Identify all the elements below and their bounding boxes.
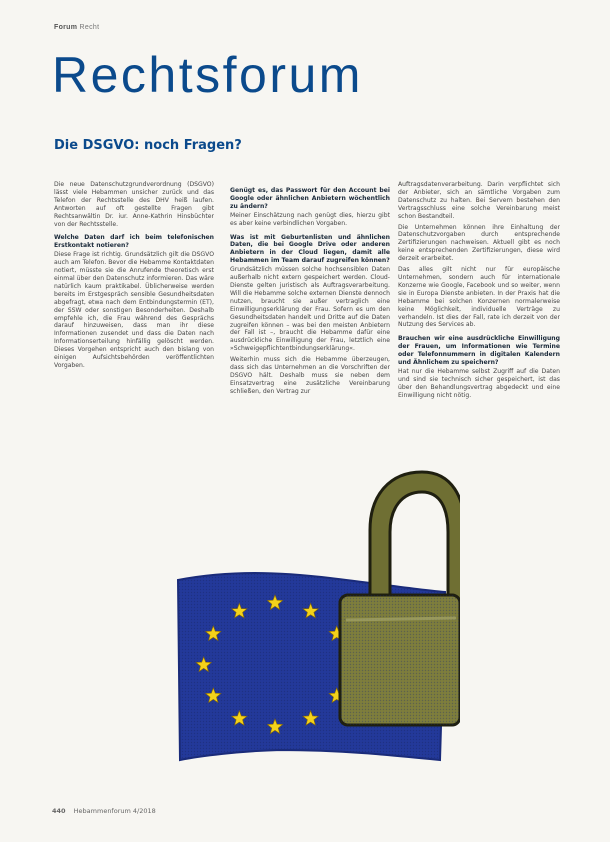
question-heading: Was ist mit Geburtenlisten und ähnlichen Daten, die bei Google Drive oder anderen Anbietern in der Cloud liegen, damit alle Hebammen im Team darauf zugreifen können? [230, 233, 390, 265]
body-paragraph: Grundsätzlich müssen solche hochsensiblen Daten außerhalb nicht extern gespeichert werden. Cloud-Dienste gelten juristisch als Auftragsverarbeitung. Will die Hebamme solche externen Dienste dennoch nutzen, braucht sie außer vertraglich eine Einwilligungserklärung der Frau. Sofern es um den Gesundheitsdaten handelt und Dritte auf die Daten zugreifen können – was bei den meisten Anbietern der Fall ist –, braucht die Hebamme dafür eine ausdrückliche Einwilligung der Frau, letztlich eine »Schweigepflichtentbindungserklärung«. [230, 266, 390, 353]
section-kicker [54, 24, 99, 31]
body-paragraph: Meiner Einschätzung nach genügt dies, hierzu gibt es aber keine verbindlichen Vorgaben. [230, 211, 390, 227]
page-footer [52, 807, 156, 815]
text-column-2 [230, 181, 390, 399]
body-paragraph: Auftragsdatenverarbeitung. Darin verpflichtet sich der Anbieter, sich an sämtliche Vorgaben zum Datenschutz zu halten. Bei Servern bestehen den Vertragsschluss eine solche Vereinbarung meist schon Bestandteil. [398, 181, 560, 220]
question-heading: Welche Daten darf ich beim telefonischen Erstkontakt notieren? [54, 234, 214, 250]
article-subtitle: Die DSGVO: noch Fragen? [54, 138, 242, 153]
text-column-3 [398, 181, 560, 403]
body-paragraph: Die neue Datenschutzgrundverordnung (DSGVO) lässt viele Hebammen unsicher zurück und das Telefon der Rechtsstelle des DHV heiß laufen. Antworten auf oft gestellte Fragen gibt Rechtsanwältin Dr. iur. Anne-Kathrin Hinsbüchter von der Rechtsstelle. [54, 181, 214, 228]
question-heading: Brauchen wir eine ausdrückliche Einwilligung der Frauen, um Informationen wie Termine oder Telefonnummern in digitalen Kalendern und Ähnlichem zu speichern? [398, 335, 560, 367]
body-paragraph: Hat nur die Hebamme selbst Zugriff auf die Daten und sind sie technisch sicher gespeichert, ist das über den Behandlungsvertrag abgedeckt und eine Einwilligung nicht nötig. [398, 367, 560, 399]
text-column-1 [54, 181, 214, 373]
body-paragraph: Die Unternehmen können ihre Einhaltung der Datenschutzvorgaben durch entsprechende Zertifizierungen nachweisen. Aktuell gibt es noch keine entsprechenden Zertifizierungen, diese wird derzeit erarbeitet. [398, 223, 560, 263]
page-title: Rechtsforum [52, 47, 363, 103]
padlock-icon [340, 472, 460, 725]
body-paragraph: Weiterhin muss sich die Hebamme überzeugen, dass sich das Unternehmen an die Vorschriften der DSGVO hält. Deshalb muss sie neben dem Einsatzvertrag eine zusätzliche Vereinbarung schließen, den Vertrag zur [230, 356, 390, 395]
section-label: Forum [54, 24, 78, 31]
page-number: 440 [52, 807, 66, 815]
body-paragraph: Diese Frage ist richtig. Grundsätzlich gilt die DSGVO auch am Telefon. Bevor die Hebamme Kontaktdaten notiert, müsste sie die Anrufende theoretisch erst einmal über den Datenschutz informieren. Das wäre natürlich kaum praktikabel. Üblicherweise werden bereits im Erstgespräch sensible Gesundheitsdaten abgefragt, etwa nach dem Entbindungstermin (ET), der SSW oder sonstigen Besonderheiten. Deshalb empfehle ich, die Frau während des Gesprächs darauf hinzuweisen, dass man ihr diese Informationen zusendet und dass die Daten nach Informationserteilung hinfällig gelöscht werden. Dieses Vorgehen entspricht auch den bislang von einigen Aufsichtsbehörden veröffentlichten Vorgaben. [54, 251, 214, 369]
publication-name: Hebammenforum 4/2018 [73, 807, 156, 815]
question-heading: Genügt es, das Passwort für den Account bei Google oder ähnlichen Anbietern wöchentlich zu ändern? [230, 187, 390, 210]
subsection-label: Recht [79, 24, 100, 31]
body-paragraph: Das alles gilt nicht nur für europäische Unternehmen, sondern auch für internationale Konzerne wie Google, Facebook und so weiter, wenn sie in Europa Dienste anbieten. In der Praxis hat die Hebamme bei solchen Konzernen normalerweise keine Möglichkeit, individuelle Verträge zu verhandeln. Ist dies der Fall, rate ich derzeit von der Nutzung des Services ab. [398, 266, 560, 329]
eu-flag-padlock-illustration [160, 420, 460, 780]
